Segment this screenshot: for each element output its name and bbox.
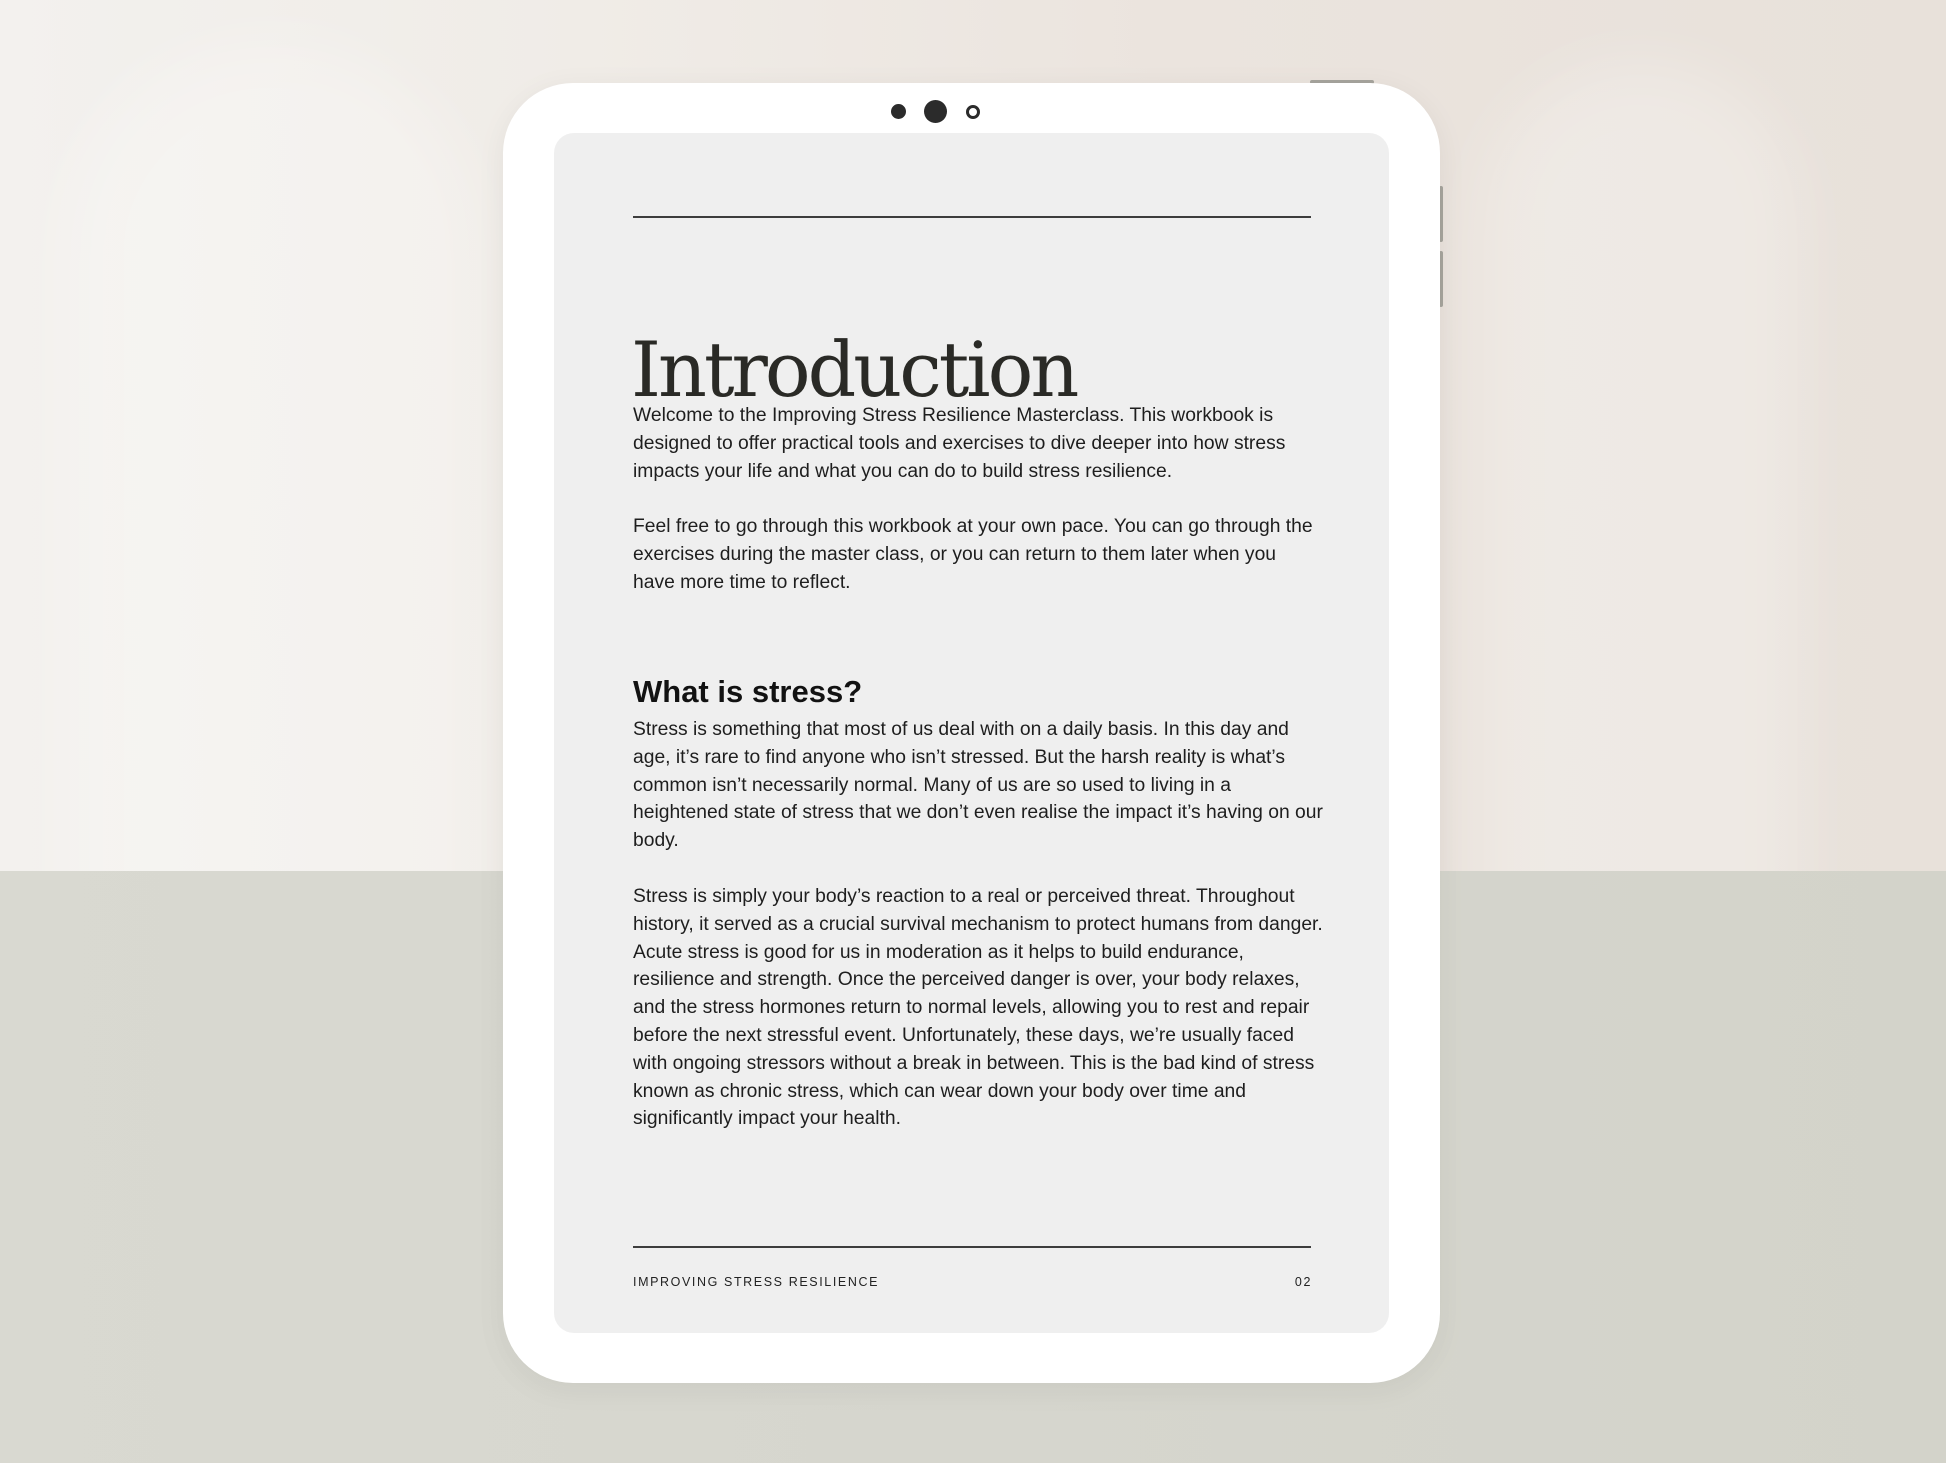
page-number: 02	[1294, 1275, 1312, 1289]
camera-indicator-icon	[966, 105, 980, 119]
section-paragraph: Stress is something that most of us deal with on a daily basis. In this day and age, it’s rare to find anyone who isn’t stressed. But the harsh reality is what’s common isn’t necessarily normal. Many of us are so used to living in a heightened state of stress that we don’t even realise the impact it’s having on our body.	[633, 719, 1323, 852]
window-shadow	[1480, 60, 1800, 960]
intro-paragraph: Welcome to the Improving Stress Resilience Masterclass. This workbook is designed to offer practical tools and exercises to dive deeper into how stress impacts your life and what you can do to build stress resilience.	[633, 405, 1286, 482]
window-shadow	[60, 40, 480, 940]
camera-lens-icon	[924, 100, 947, 123]
intro-paragraph: Feel free to go through this workbook at your own pace. You can go through the exercises during the master class, or you can return to them later when you have more time to reflect.	[633, 516, 1313, 593]
camera-sensor-icon	[891, 104, 906, 119]
footer-title: IMPROVING STRESS RESILIENCE	[633, 1275, 880, 1289]
section-paragraph: Stress is simply your body’s reaction to a real or perceived threat. Throughout history, it served as a crucial survival mechanism to protect humans from danger. Acute stress is good for us in moderation as it helps to build endurance, resilience and strength. Once the perceived danger is over, your body relaxes, and the stress hormones return to normal levels, allowing you to rest and repair before the next stressful event. Unfortunately, these days, we’re usually faced with ongoing stressors without a break in between. This is the bad kind of stress known as chronic stress, which can wear down your body over time and significantly impact your health.	[633, 886, 1323, 1130]
section-heading: What is stress?	[633, 673, 863, 709]
page-title: Introduction	[631, 324, 1077, 414]
footer-divider	[633, 1246, 1311, 1248]
header-divider	[633, 216, 1311, 218]
